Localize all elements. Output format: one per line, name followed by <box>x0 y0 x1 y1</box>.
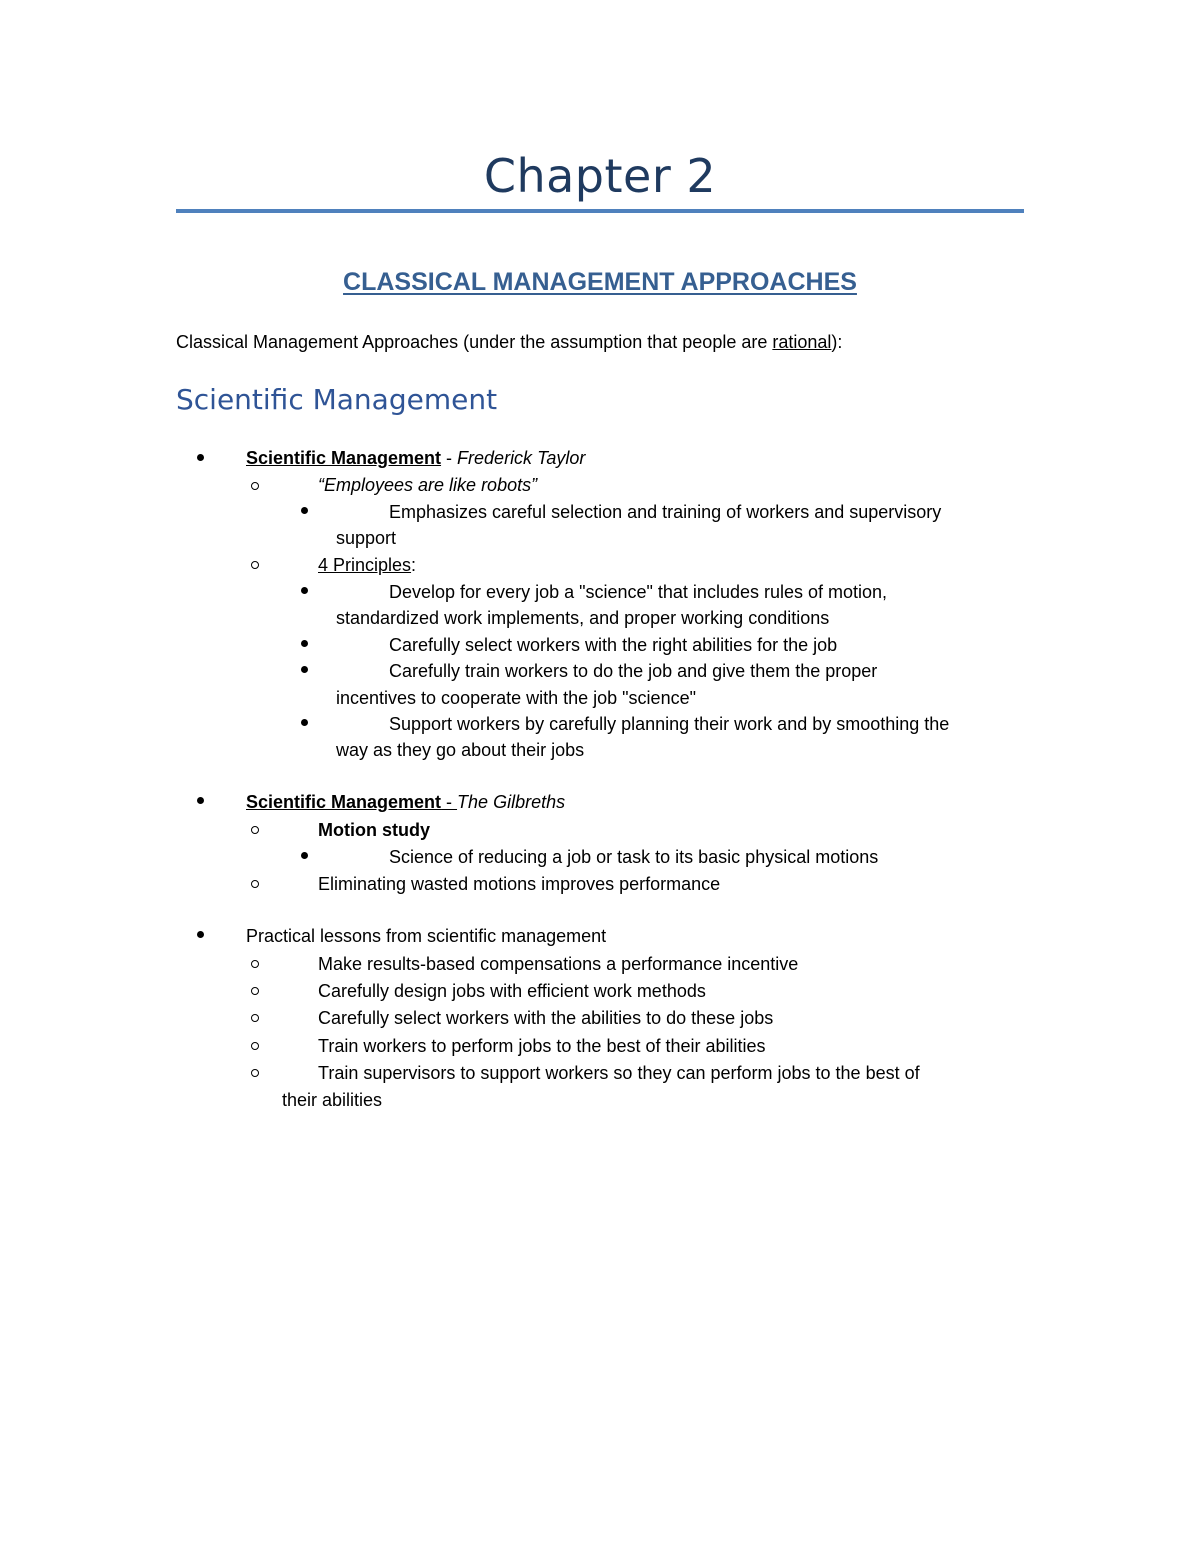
principle-3-line1: Carefully train workers to do the job and give them the proper <box>389 661 878 681</box>
circle-bullet-icon <box>251 826 259 834</box>
section-heading: CLASSICAL MANAGEMENT APPROACHES <box>343 268 857 296</box>
bullet-dot-icon <box>301 666 308 673</box>
gilbreths-separator: - <box>441 792 458 812</box>
motion-study-detail: Science of reducing a job or task to its basic physical motions <box>389 847 879 867</box>
taylor-quote-detail-line1: Emphasizes careful selection and training of workers and supervisory <box>389 502 942 522</box>
lesson-item-4: Train workers to perform jobs to the best of their abilities <box>318 1036 766 1056</box>
intro-paragraph <box>176 329 842 355</box>
principles-label-text: 4 Principles <box>318 555 412 575</box>
subsection-heading: Scientific Management <box>176 383 498 416</box>
taylor-quote-detail-line2: support <box>336 528 397 548</box>
eliminating-motions: Eliminating wasted motions improves performance <box>318 874 721 894</box>
circle-bullet-icon <box>251 482 259 490</box>
taylor-title: Scientific Management <box>246 448 442 468</box>
intro-underlined-word: rational <box>772 332 832 352</box>
title-underline-rule <box>176 209 1024 213</box>
principle-2-line1: Carefully select workers with the right abilities for the job <box>389 635 838 655</box>
bullet-dot-icon <box>197 797 204 804</box>
gilbreths-author: The Gilbreths <box>457 792 566 812</box>
bullet-dot-icon <box>301 852 308 859</box>
principles-colon: : <box>411 555 417 575</box>
lesson-item-5: Train supervisors to support workers so they can perform jobs to the best of <box>318 1063 920 1083</box>
circle-bullet-icon <box>251 1069 259 1077</box>
bullet-dot-icon <box>301 719 308 726</box>
circle-bullet-icon <box>251 960 259 968</box>
lessons-title: Practical lessons from scientific management <box>246 926 607 946</box>
list-item-taylor <box>246 445 585 471</box>
principle-4-line1: Support workers by carefully planning their work and by smoothing the <box>389 714 950 734</box>
circle-bullet-icon <box>251 1014 259 1022</box>
lesson-item-5-continuation: their abilities <box>282 1090 383 1110</box>
circle-bullet-icon <box>251 880 259 888</box>
principle-1-line2: standardized work implements, and proper working conditions <box>336 608 830 628</box>
bullet-dot-icon <box>301 587 308 594</box>
lesson-item-2: Carefully design jobs with efficient work methods <box>318 981 706 1001</box>
motion-study: Motion study <box>318 820 430 840</box>
gilbreths-title: Scientific Management <box>246 792 442 812</box>
taylor-separator: - <box>441 448 458 468</box>
list-item-gilbreths <box>246 789 565 815</box>
principles-label <box>318 552 416 578</box>
principle-3-line2: incentives to cooperate with the job "science" <box>336 688 696 708</box>
bullet-dot-icon <box>301 507 308 514</box>
circle-bullet-icon <box>251 561 259 569</box>
lesson-item-1: Make results-based compensations a performance incentive <box>318 954 799 974</box>
circle-bullet-icon <box>251 987 259 995</box>
bullet-dot-icon <box>197 454 204 461</box>
chapter-title: Chapter 2 <box>483 149 717 203</box>
lesson-item-3: Carefully select workers with the abilities to do these jobs <box>318 1008 774 1028</box>
bullet-dot-icon <box>301 640 308 647</box>
principle-4-line2: way as they go about their jobs <box>336 740 585 760</box>
intro-suffix: ): <box>831 332 843 352</box>
bullet-dot-icon <box>197 931 204 938</box>
taylor-author: Frederick Taylor <box>457 448 586 468</box>
principle-1-line1: Develop for every job a "science" that includes rules of motion, <box>389 582 888 602</box>
taylor-quote: “Employees are like robots” <box>318 475 538 495</box>
intro-prefix: Classical Management Approaches (under the assumption that people are <box>176 332 773 352</box>
circle-bullet-icon <box>251 1042 259 1050</box>
